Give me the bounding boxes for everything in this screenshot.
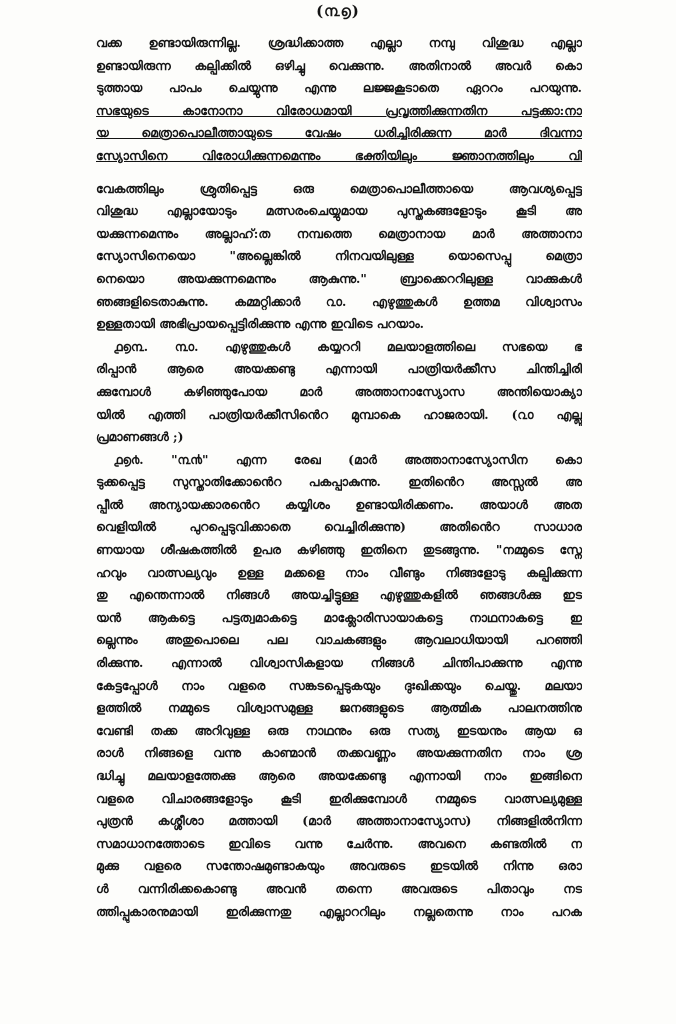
- paragraph-4: [96, 449, 582, 923]
- text-line: വേണ്ടി തക്ക അറിവുള്ള ഒരു നാഥനും ഒരു സത്യ ഇടയനും ആയ ഒ: [96, 722, 582, 738]
- text-line: വക്ക ഉണ്ടായിരുന്നില്ല. ശ്രദ്ധിക്കാത്ത എല്ലാ നമ്പു വിശുദ്ധ എല്ലാ: [96, 35, 582, 50]
- text-line: പുത്രൻ കശ്ശീശാ മത്തായി (മാർ അത്താനാസ്യോസ) നിങ്ങളിൽനിന്ന: [96, 813, 582, 829]
- text-line: ൧൭൩. ൩൦. എഴുത്തുകൾ കയ്യററി മലയാളത്തിലെ സഭയെ ഭ: [114, 338, 582, 354]
- text-line: രാൾ നിങ്ങളെ വന്നു കാണ്മാൻ തക്കവണ്ണം അയക്കുന്നതിന നാം ശ്ര: [96, 745, 582, 761]
- text-line: ളത്തിൽ നമ്മുടെ വിശ്വാസമുള്ള ജനങ്ങളുടെ ആത്മിക പാലനത്തിനു: [96, 700, 582, 716]
- text-line: ഹവും വാത്സല്യവും ഉള്ള മക്കളെ നാം വീണ്ടും നിങ്ങളോടു കല്പിക്കുന്ന: [96, 564, 582, 580]
- text-line: സ്യോസിനെയൊ "അല്ലെങ്കിൽ നിനവയിലുള്ള യൊസെപ്പു മെത്രാ: [96, 248, 582, 264]
- text-line: വളരെ വിചാരങ്ങളോടും കൂടി ഇരിക്കുമ്പോൾ നമ്മുടെ വാത്സല്യമുള്ള: [96, 790, 582, 806]
- text-line: മുക്കു വളരെ സന്തോഷമുണ്ടാകയും അവരുടെ ഇടയിൽ നിന്നു ഒരാ: [96, 858, 582, 874]
- text-line: ഉള്ളതായി അഭിപ്രായപ്പെട്ടിരിക്കുന്നു എന്നു ഇവിടെ പറയാം.: [96, 316, 424, 332]
- text-body: [96, 32, 582, 923]
- text-line: തു എന്തെന്നാൽ നിങ്ങൾ അയച്ചിട്ടുള്ള എഴുത്തുകളിൽ ഞങ്ങൾക്കു ഇട: [96, 587, 582, 603]
- text-line: ണയായ ശീഷകത്തിൽ ഉപര കഴിഞ്ഞു ഇതിനെ തുടങ്ങുന്നു. "നമ്മുടെ സ്നേ: [96, 542, 582, 558]
- text-line: ഉണ്ടായിരുന്ന കല്പിക്കിൽ ഒഴിച്ചു വെക്കുന്നു. അതിനാൽ അവർ കൊ: [96, 57, 582, 73]
- text-line: ത്തിപ്പുകാരനുമായി ഇരിക്കുന്നതു എല്ലാററിലും നല്ലതെന്നു നാം പറക: [96, 903, 582, 919]
- text-line: യിൽ എത്തി പാത്രിയർക്കീസിൻെറ മുമ്പാകെ ഹാജരായി. (൨൦ എല്ലു: [96, 406, 582, 422]
- text-line: ഞങ്ങളിടെതാകുന്നു. കമ്മറ്റിക്കാർ ൨൦. എഴുത്തുകൾ ഉത്തമ വിശ്വാസം: [96, 293, 582, 309]
- text-line: ടുക്കപ്പെട്ട സുസ്താതിക്കോൻെറ പകപ്പാകുന്നു. ഇതിൻെറ അസ്സൽ അ: [96, 474, 582, 490]
- text-line: പ്രമാണങ്ങൾ ;): [96, 429, 184, 445]
- text-line: വെളിയിൽ പുറപ്പെടുവിക്കാതെ വെച്ചിരിക്കുന്നു) അതിൻെറ സാധാര: [96, 519, 582, 535]
- text-line: ടുത്തായ പാപം ചെയ്യുന്നു എന്നു ലജ്ജകൂടാതെ ഏററം പറയുന്നു.: [96, 80, 582, 96]
- text-line: യക്കുന്നമെന്നും അല്ലാഹ്:ത നമ്പത്തെ മെത്രാനായ മാർ അത്താനാ: [96, 225, 582, 241]
- paragraph-1: [96, 32, 582, 168]
- text-line: വിശുദ്ധ എല്ലായോടും മത്സരംചെയ്യുമായ പുസ്തകങ്ങളോടും കൂടി അ: [96, 203, 582, 219]
- text-line: സ്യോസിനെ വിരോധിക്കുന്നമെന്നും ഭക്തിയിലും ജ്ഞാനത്തിലും വി: [96, 147, 582, 163]
- text-line: നെയൊ അയക്കുന്നമെന്നും ആകുന്നു." ബ്രാക്കെററിലുള്ള വാക്കുകൾ: [96, 270, 582, 286]
- text-line: സഭയുടെ കാനോനാ വിരോധമായി പ്രവൃത്തിക്കുന്നതിന പട്ടക്കാ:നാ: [96, 102, 582, 118]
- text-line: യ മെത്രാപൊലീത്തായുടെ വേഷം ധരിച്ചിരിക്കുന്ന മാർ ദിവന്നാ: [96, 125, 582, 141]
- text-line: ക്കുമ്പോൾ കഴിഞ്ഞുപോയ മാർ അത്താനാസ്യോസ അന്തിയൊക്യാ: [96, 383, 582, 399]
- text-line: യൻ ആകട്ടെ പട്ടത്വമാകട്ടെ മാക്ലോരിസായാകട്ടെ നാഥനാകട്ടെ ഇ: [96, 609, 582, 625]
- text-line: വേകത്തിലും ശ്രുതിപ്പെട്ട ഒരു മെത്രാപൊലീത്തായെ ആവശ്യപ്പെട്ട: [96, 180, 582, 196]
- paragraph-3: [96, 336, 582, 449]
- text-line: കേട്ടപ്പോൾ നാം വളരെ സങ്കടപ്പെടുകയും ദുഃഖിക്കയും ചെയ്തു. മലയാ: [96, 677, 582, 693]
- text-line: ദ്ധിച്ചു മലയാളത്തേക്കു ആരെ അയക്കേണ്ടു എന്നായി നാം ഇങ്ങിനെ: [96, 768, 582, 783]
- text-line: രിക്കുന്നു. എന്നാൽ വിശ്വാസികളായ നിങ്ങൾ ചിന്തിപാക്കുന്നു എന്നു: [96, 655, 582, 671]
- page-number: (൩൭): [316, 2, 360, 20]
- paragraph-2: [96, 178, 582, 336]
- text-line: ൾ വന്നിരിക്കകൊണ്ടു അവൻ തന്നെ അവരുടെ പിതാവും നട: [96, 880, 582, 896]
- text-line: സമാധാനത്തോടെ ഇവിടെ വന്നു ചേർന്നു. അവനെ കണ്ടതിൽ ന: [96, 835, 582, 851]
- text-line: രിപ്പാൻ ആരെ അയക്കണ്ടു എന്നായി പാത്രിയർക്കീസ ചിന്തിച്ചിരി: [96, 361, 582, 377]
- text-line: ല്ലെന്നും അതുപൊലെ പല വാചകങ്ങളും ആവലാധിയായി പറഞ്ഞി: [96, 632, 582, 648]
- text-line: പ്പീൽ അന്യായക്കാരൻെറ കയ്യിശം ഉണ്ടായിരിക്കണം. അയാൾ അത: [96, 496, 582, 512]
- text-line: ൧൭൪. "൩൯" എന്ന രേഖ (മാർ അത്താനാസ്യോസിന കൊ: [114, 451, 582, 467]
